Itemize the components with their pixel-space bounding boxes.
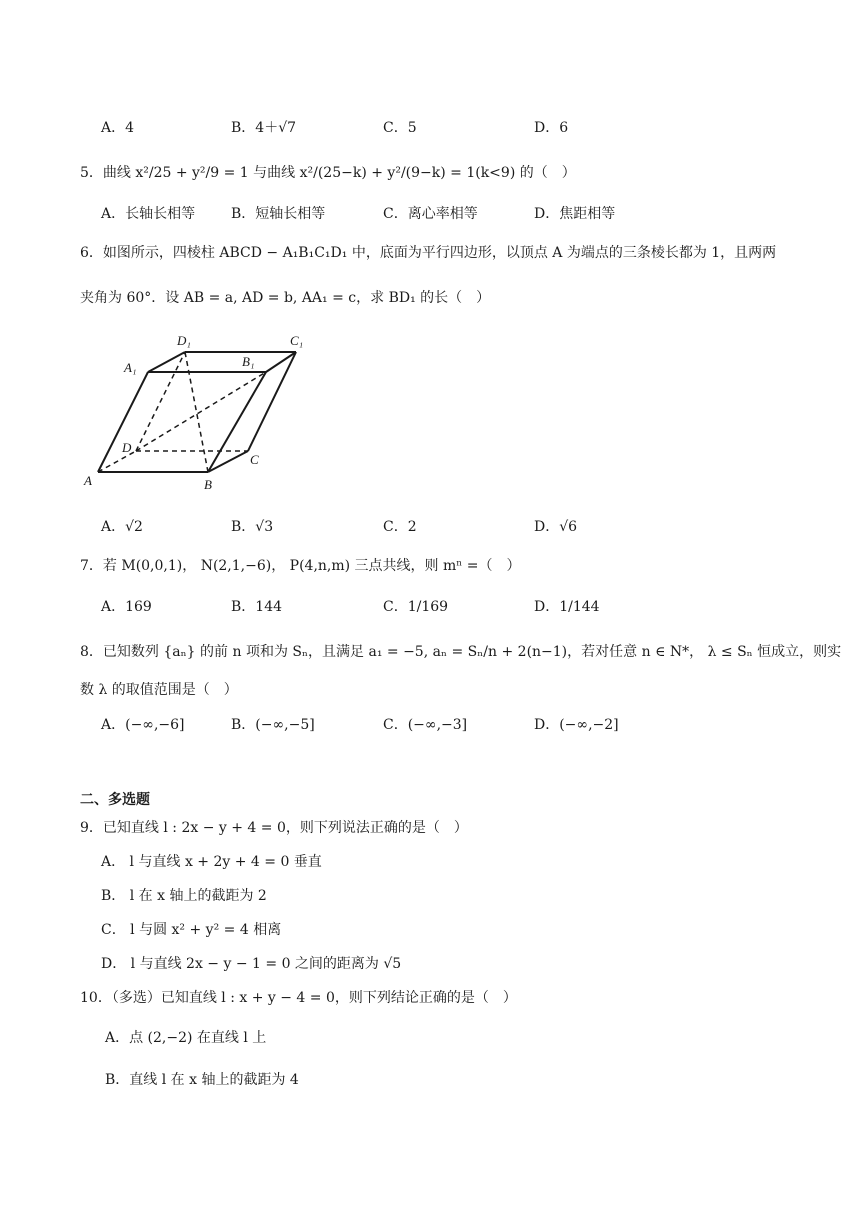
q7-option-c: C．1/169 bbox=[383, 599, 449, 615]
q6-stem-line2: 夹角为 60°．设 AB = a, AD = b, AA₁ = c，求 BD₁ 的长（ ） bbox=[80, 290, 491, 306]
q9-option-c: C． l 与圆 x² + y² = 4 相离 bbox=[101, 922, 282, 938]
label-a: A bbox=[84, 473, 92, 488]
q10-stem: 10．（多选）已知直线 l : x + y − 4 = 0，则下列结论正确的是（ ） bbox=[80, 990, 517, 1006]
q8-stem-line2: 数 λ 的取值范围是（ ） bbox=[80, 682, 238, 698]
label-d1: D₁ bbox=[177, 333, 191, 348]
prism-figure bbox=[78, 328, 318, 498]
section-title-multiple-choice: 二、多选题 bbox=[80, 792, 150, 808]
q4-option-b: B．4＋√7 bbox=[231, 120, 297, 136]
label-d: D bbox=[122, 440, 132, 455]
q7-option-d: D．1/144 bbox=[534, 599, 600, 615]
q9-stem: 9．已知直线 l : 2x − y + 4 = 0，则下列说法正确的是（ ） bbox=[80, 820, 468, 836]
q6-stem-line1: 6．如图所示，四棱柱 ABCD − A₁B₁C₁D₁ 中，底面为平行四边形，以顶点 A 为端点的三条棱长都为 1，且两两 bbox=[80, 245, 777, 261]
q5-stem: 5．曲线 x²/25 + y²/9 = 1 与曲线 x²/(25−k) + y²/(9−k) = 1(k<9) 的（ ） bbox=[80, 165, 576, 181]
q9-option-d: D． l 与直线 2x − y − 1 = 0 之间的距离为 √5 bbox=[101, 956, 402, 972]
q8-option-d: D．(−∞,−2] bbox=[534, 717, 619, 733]
q4-option-d: D．6 bbox=[534, 120, 569, 136]
q9-option-a: A． l 与直线 x + 2y + 4 = 0 垂直 bbox=[101, 854, 322, 870]
q7-option-a: A．169 bbox=[101, 599, 152, 615]
label-c: C bbox=[250, 452, 259, 467]
edge-a-a1 bbox=[98, 372, 148, 472]
q6-option-d: D．√6 bbox=[534, 519, 578, 535]
label-b1: B₁ bbox=[242, 354, 255, 369]
q10-option-a: A．点 (2,−2) 在直线 l 上 bbox=[105, 1030, 267, 1046]
label-a1: A₁ bbox=[124, 360, 137, 375]
q7-stem: 7．若 M(0,0,1)， N(2,1,−6)， P(4,n,m) 三点共线，则 mⁿ =（ ） bbox=[80, 558, 521, 574]
label-b: B bbox=[204, 477, 212, 492]
q4-option-a: A．4 bbox=[101, 120, 135, 136]
q7-option-b: B．144 bbox=[231, 599, 283, 615]
q5-option-b: B．短轴长相等 bbox=[231, 206, 326, 222]
q10-option-b: B．直线 l 在 x 轴上的截距为 4 bbox=[105, 1072, 299, 1088]
label-c1: C₁ bbox=[290, 333, 304, 348]
q6-option-b: B．√3 bbox=[231, 519, 274, 535]
q8-stem-line1: 8．已知数列 {aₙ} 的前 n 项和为 Sₙ，且满足 a₁ = −5, aₙ = Sₙ/n + 2(n−1)，若对任意 n ∈ N*， λ ≤ Sₙ 恒成立，则实 bbox=[80, 644, 842, 660]
q5-option-d: D．焦距相等 bbox=[534, 206, 616, 222]
q8-option-c: C．(−∞,−3] bbox=[383, 717, 468, 733]
diagonal-d-b1 bbox=[136, 372, 266, 451]
diagonal-b-d1 bbox=[185, 352, 208, 472]
q9-option-b: B． l 在 x 轴上的截距为 2 bbox=[101, 888, 267, 904]
q8-option-a: A．(−∞,−6] bbox=[101, 717, 185, 733]
q4-option-c: C．5 bbox=[383, 120, 417, 136]
q6-option-c: C．2 bbox=[383, 519, 417, 535]
q5-option-c: C．离心率相等 bbox=[383, 206, 478, 222]
q6-option-a: A．√2 bbox=[101, 519, 143, 535]
q8-option-b: B．(−∞,−5] bbox=[231, 717, 315, 733]
q5-option-a: A．长轴长相等 bbox=[101, 206, 196, 222]
